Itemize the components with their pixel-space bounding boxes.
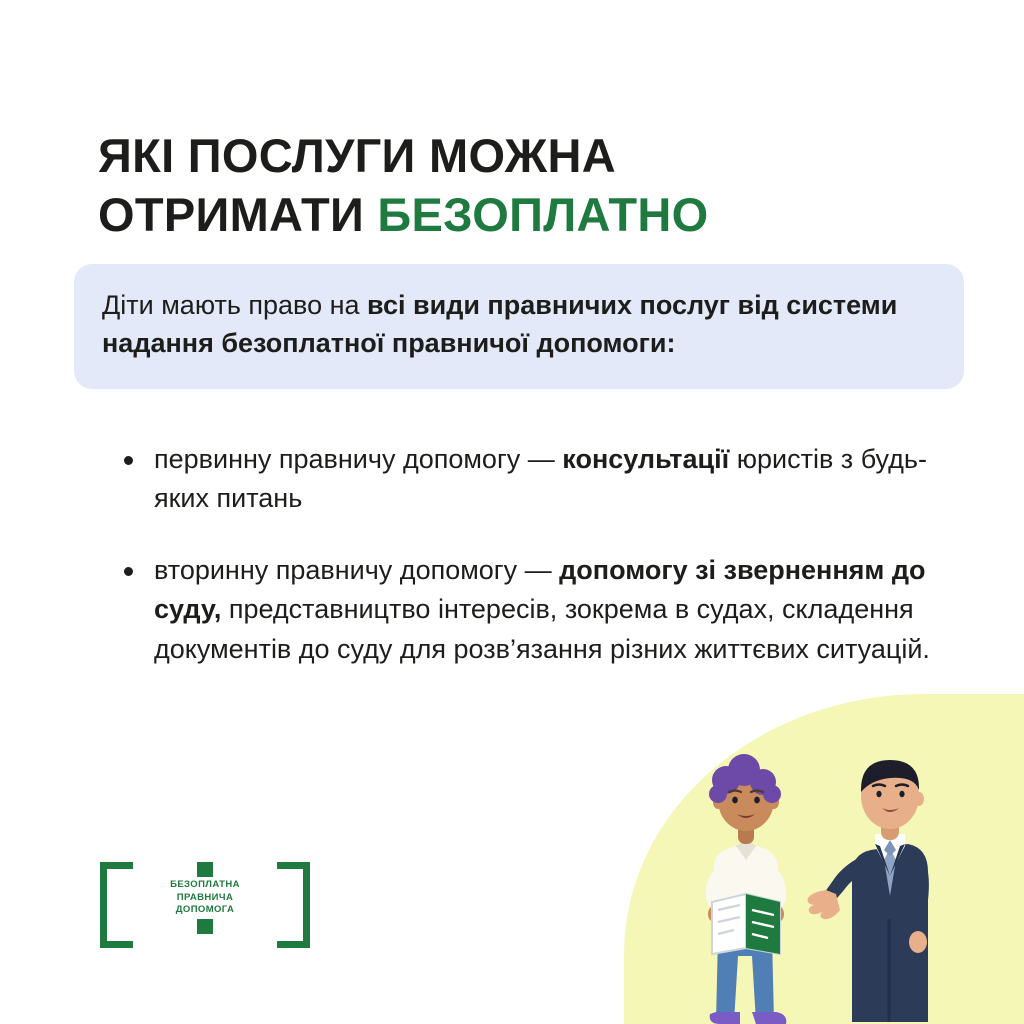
page-title — [98, 127, 928, 244]
bullet-1-plain-1: первинну правничу допомогу — — [154, 444, 563, 474]
logo-text — [134, 879, 276, 917]
logo-text-line-3: ДОПОМОГА — [175, 904, 235, 916]
callout-text-bold: всі види правничих послуг від системи надання безоплатної правничої допомоги: — [102, 290, 898, 359]
bullet-2-bold-1: допомогу зі зверненням до суду, — [154, 554, 926, 625]
logo-text-line-2: ПРАВНИЧА — [176, 891, 234, 903]
logo-right-bracket-icon — [277, 862, 310, 948]
page-title-line-2: ОТРИМАТИ — [98, 187, 378, 241]
logo-left-bracket-icon — [100, 862, 133, 948]
bullet-2-plain-2: представництво інтересів, зокрема в судах, складення документів до суду для розв’язання різних життєвих ситуацій. — [154, 594, 930, 664]
intro-callout — [74, 264, 964, 389]
page-title-line-1: ЯКІ ПОСЛУГИ МОЖНА — [98, 129, 616, 183]
bullet-dot-icon — [124, 456, 133, 465]
bullet-dot-icon — [124, 567, 133, 576]
bullet-1-plain-2: юристів з будь-яких питань — [154, 444, 927, 514]
bullet-2-plain-1: вторинну правничу допомогу — — [154, 554, 560, 585]
boy-with-book-and-lawyer-illustration — [656, 704, 996, 1024]
bullet-1-bold-1: консультації — [562, 444, 730, 474]
list-item — [118, 440, 948, 519]
services-list — [118, 440, 948, 669]
logo-text-line-1: БЕЗОПЛАТНА — [170, 879, 240, 891]
list-item — [118, 551, 948, 669]
page-title-accent: БЕЗОПЛАТНО — [377, 187, 709, 241]
organization-logo — [100, 862, 310, 934]
callout-text-plain: Діти мають право на — [102, 290, 368, 320]
